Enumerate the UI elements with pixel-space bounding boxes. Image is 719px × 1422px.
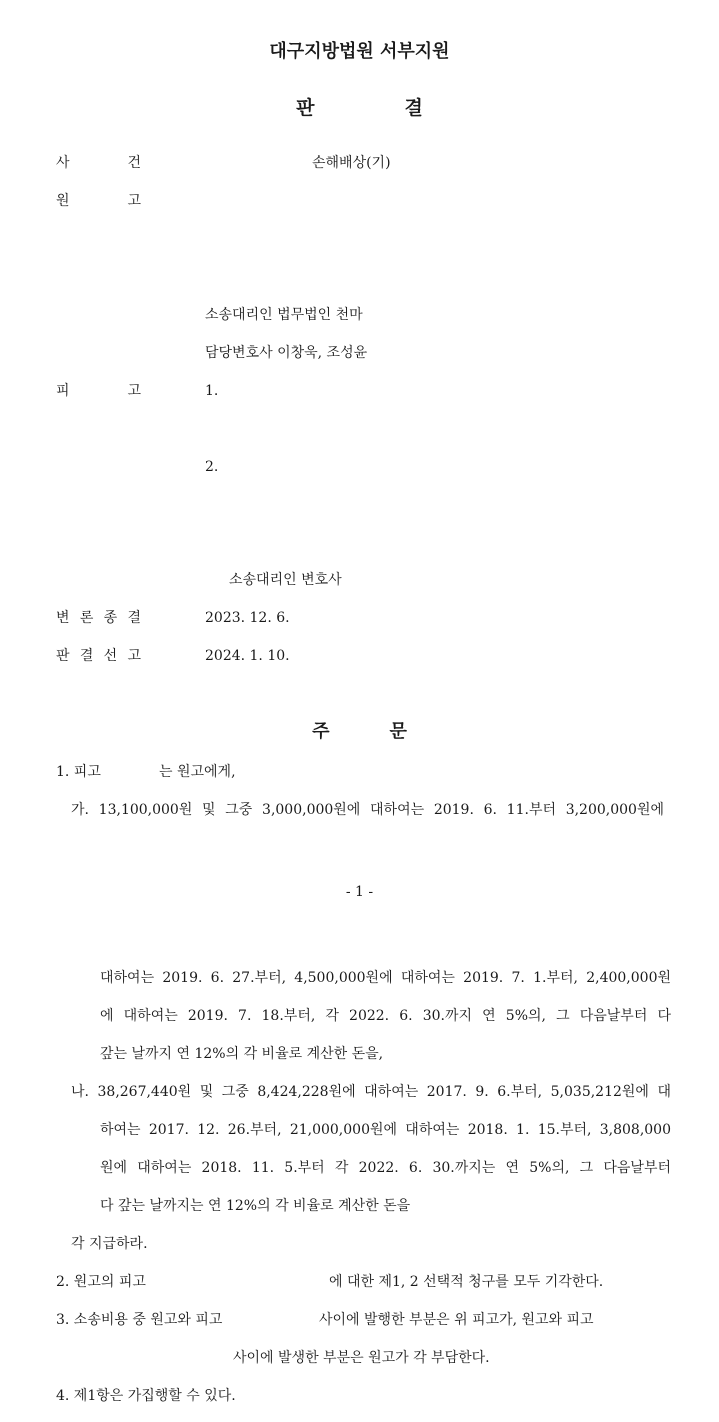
closing-label-char: 론 <box>79 610 94 626</box>
order-item1-ga-line3: 에 대하여는 2019. 7. 18.부터, 각 2022. 6. 30.까지 연 5%의, 그 다음날부터 다 <box>100 1008 671 1024</box>
order-item1-tail: 는 원고에게, <box>159 764 236 780</box>
judgment-date: 2024. 1. 10. <box>205 648 290 664</box>
order-item1-head: 1. 피고 <box>56 764 101 780</box>
closing-date: 2023. 12. 6. <box>205 610 290 626</box>
order-item1-na-line3: 원에 대하여는 2018. 11. 5.부터 각 2022. 6. 30.까지는 연 5%의, 그 다음날부터 <box>100 1160 671 1176</box>
defendant-label-char: 고 <box>127 383 141 399</box>
order-item1-na-line1: 나. 38,267,440원 및 그중 8,424,228원에 대하여는 2017. 9. 6.부터, 5,035,212원에 대 <box>71 1084 671 1100</box>
plaintiff-label-char: 원 <box>56 193 70 209</box>
case-label-char: 사 <box>56 155 70 171</box>
order-item1-end: 각 지급하라. <box>71 1236 148 1252</box>
case-label <box>56 153 141 173</box>
order-item2-head: 2. 원고의 피고 <box>56 1274 146 1290</box>
judgment-label <box>56 646 141 666</box>
order-item1-ga-line4: 갚는 날까지 연 12%의 각 비율로 계산한 돈을, <box>100 1046 384 1062</box>
order-item1-ga-line2: 대하여는 2019. 6. 27.부터, 4,500,000원에 대하여는 2019. 7. 1.부터, 2,400,000원 <box>100 970 671 986</box>
order-item3-tail: 사이에 발행한 부분은 위 피고가, 원고와 피고 <box>319 1312 594 1328</box>
order-item3-line2: 사이에 발생한 부분은 원고가 각 부담한다. <box>233 1350 490 1366</box>
closing-label <box>56 608 141 628</box>
order-title: 주문 <box>312 721 467 742</box>
defendant-2: 2. <box>205 459 219 475</box>
case-value: 손해배상(기) <box>312 155 391 171</box>
page-number: - 1 - <box>345 884 374 900</box>
judgment-label-char: 결 <box>79 648 94 664</box>
order-item1-ga-line1: 가. 13,100,000원 및 그중 3,000,000원에 대하여는 2019. 6. 11.부터 3,200,000원에 <box>71 802 664 818</box>
order-item1-na-line2: 하여는 2017. 12. 26.부터, 21,000,000원에 대하여는 2018. 1. 15.부터, 3,808,000 <box>100 1122 671 1138</box>
order-item3-head: 3. 소송비용 중 원고와 피고 <box>56 1312 223 1328</box>
plaintiff-counsel: 소송대리인 법무법인 천마 <box>205 307 363 323</box>
defendant-label-char: 피 <box>56 383 70 399</box>
defendant-label <box>56 381 141 401</box>
plaintiff-label <box>56 191 141 211</box>
document-title: 판결 <box>296 97 513 119</box>
judgment-label-char: 고 <box>127 648 141 664</box>
plaintiff-lawyers: 담당변호사 이창욱, 조성윤 <box>205 345 368 361</box>
case-label-char: 건 <box>127 155 141 171</box>
order-item1-na-line4: 다 갚는 날까지는 연 12%의 각 비율로 계산한 돈을 <box>100 1198 411 1214</box>
plaintiff-label-char: 고 <box>127 193 141 209</box>
judgment-label-char: 판 <box>56 648 70 664</box>
order-item4: 4. 제1항은 가집행할 수 있다. <box>56 1388 236 1404</box>
closing-label-char: 종 <box>103 610 118 626</box>
judgment-label-char: 선 <box>103 648 118 664</box>
closing-label-char: 결 <box>127 610 141 626</box>
court-name: 대구지방법원 서부지원 <box>269 41 450 62</box>
order-item2-tail: 에 대한 제1, 2 선택적 청구를 모두 기각한다. <box>329 1274 604 1290</box>
defendant-counsel: 소송대리인 변호사 <box>229 572 342 588</box>
defendant-1: 1. <box>205 383 219 399</box>
closing-label-char: 변 <box>56 610 70 626</box>
